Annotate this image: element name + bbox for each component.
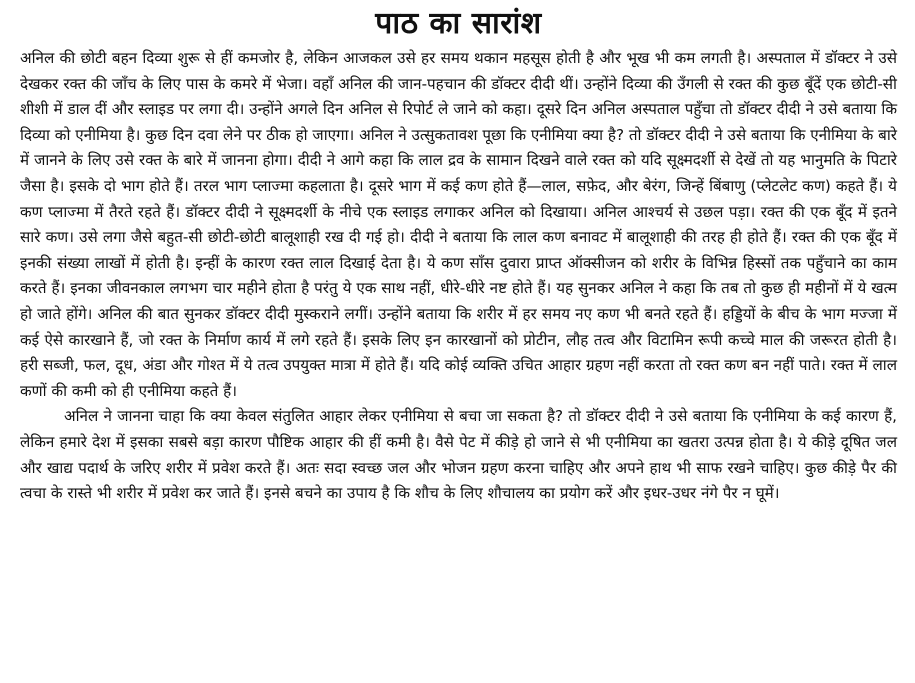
paragraph-2: अनिल ने जानना चाहा कि क्या केवल संतुलित आहार लेकर एनीमिया से बचा जा सकता है? तो डॉक्टर दीदी ने उसे बताया कि एनीमिया के कई कारण हैं, लेकिन हमारे देश में इसका सबसे बड़ा कारण पौष्टिक आहार की हीं कमी है। वैसे पेट में कीड़े हो जाने से भी एनीमिया का खतरा उत्पन्न होता है। ये कीड़े दूषित जल और खाद्य पदार्थ के जरिए शरीर में प्रवेश करते हैं। अतः सदा स्वच्छ जल और भोजन ग्रहण करना चाहिए और अपने हाथ भी साफ रखने चाहिए। कुछ कीड़े पैर की त्वचा के रास्ते भी शरीर में प्रवेश कर जाते हैं। इनसे बचने का उपाय है कि शौच के लिए शौचालय का प्रयोग करें और इधर-उधर नंगे पैर न घूमें। xyxy=(20,407,897,503)
page-title: पाठ का सारांश xyxy=(375,6,542,41)
paragraph-1: अनिल की छोटी बहन दिव्या शुरू से हीं कमजोर है, लेकिन आजकल उसे हर समय थकान महसूस होती है और भूख भी कम लगती है। अस्पताल में डॉक्टर ने उसे देखकर रक्त की जाँच के लिए पास के कमरे में भेजा। वहाँ अनिल की जान-पहचान की डॉक्टर दीदी थीं। उन्होंने दिव्या की उँगली से रक्त की कुछ बूँदें एक छोटी-सी शीशी में डाल दीं और स्लाइड पर लगा दी। उन्होंने अगले दिन अनिल से रिपोर्ट ले जाने को कहा। दूसरे दिन अनिल अस्पताल पहुँचा तो डॉक्टर दीदी ने उसे बताया कि दिव्या को एनीमिया है। कुछ दिन दवा लेने पर ठीक हो जाएगा। अनिल ने उत्सुकतावश पूछा कि एनीमिया क्या है? तो डॉक्टर दीदी ने उसे बताया कि एनीमिया के बारे में जानने के लिए उसे रक्त के बारे में जानना होगा। दीदी ने आगे कहा कि लाल द्रव के सामान दिखने वाले रक्त को यदि सूक्ष्मदर्शी से देखें तो यह भानुमति के पिटारे जैसा है। इसके दो भाग होते हैं। तरल भाग प्लाज्मा कहलाता है। दूसरे भाग में कई कण होते हैं—लाल, सफ़ेद, और बेरंग, जिन्हें बिंबाणु (प्लेटलेट कण) कहते हैं। ये कण प्लाज्मा में तैरते रहते हैं। डॉक्टर दीदी ने सूक्ष्मदर्शी के नीचे एक स्लाइड लगाकर अनिल को दिखाया। अनिल आश्चर्य से उछल पड़ा। रक्त की एक बूँद में इतने सारे कण। उसे लगा जैसे बहुत-सी छोटी-छोटी बालूशाही रख दी गई हो। दीदी ने बताया कि लाल कण बनावट में बालूशाही की तरह ही होते हैं। रक्त की एक बूँद में इनकी संख्या लाखों में होती है। इन्हीं के कारण रक्त लाल दिखाई देता है। ये कण साँस दुवारा प्राप्त ऑक्सीजन को शरीर के विभिन्न हिस्सों तक पहुँचाने का काम करते हैं। इनका जीवनकाल लगभग चार महीने होता है परंतु ये एक साथ नहीं, धीरे-धीरे नष्ट होते हैं। यह सुनकर अनिल ने कहा कि तब तो कुछ ही महीनों में ये खत्म हो जाते होंगे। अनिल की बात सुनकर डॉक्टर दीदी मुस्कराने लगीं। उन्होंने बताया कि शरीर में हर समय नए कण भी बनते रहते हैं। हड्डियों के बीच के भाग मज्जा में कई ऐसे कारखाने हैं, जो रक्त के निर्माण कार्य में लगे रहते हैं। इसके लिए इन कारखानों को प्रोटीन, लौह तत्व और विटामिन रूपी कच्चे माल की जरूरत होती है। हरी सब्जी, फल, दूध, अंडा और गोश्त में ये तत्व उपयुक्त मात्रा में होते हैं। यदि कोई व्यक्ति उचित आहार ग्रहण नहीं करता तो रक्त कण बन नहीं पाते। रक्त में लाल कणों की कमी को ही एनीमिया कहते हैं। xyxy=(20,49,897,400)
